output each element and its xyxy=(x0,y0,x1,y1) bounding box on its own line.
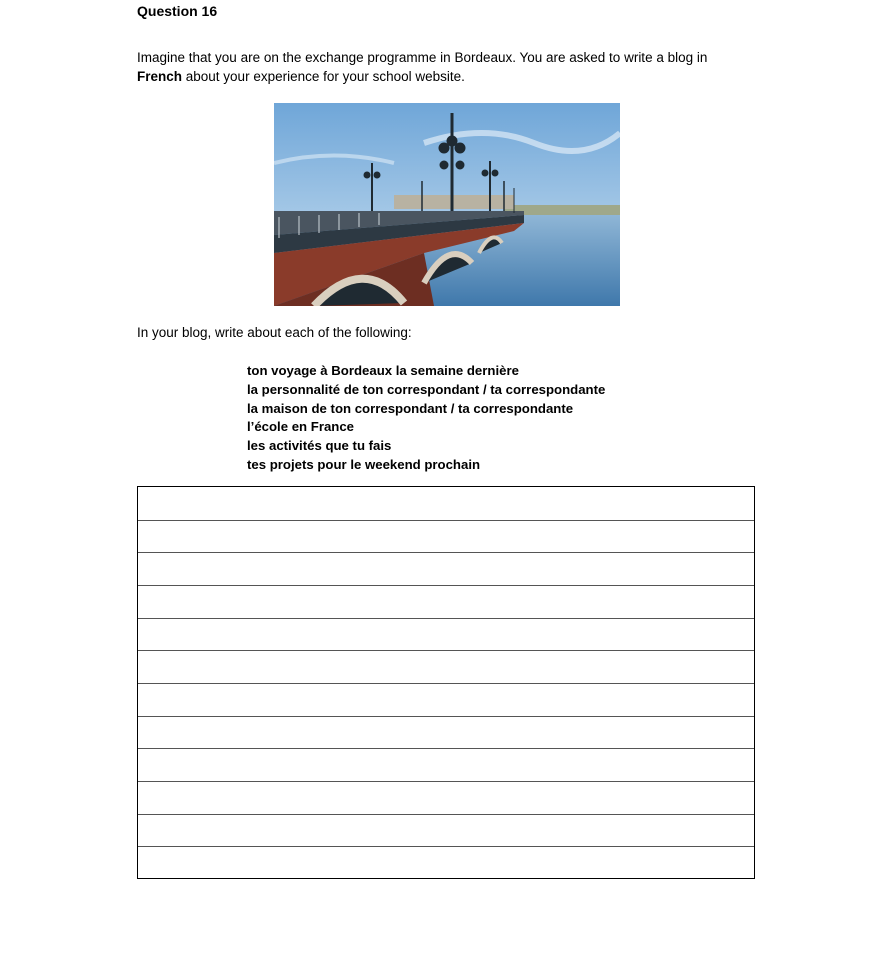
answer-line xyxy=(138,716,754,717)
answer-line xyxy=(138,846,754,847)
answer-line xyxy=(138,618,754,619)
intro-text-2: about your experience for your school website. xyxy=(182,69,465,84)
answer-line xyxy=(138,520,754,521)
task-list xyxy=(247,362,605,475)
bridge-photo xyxy=(274,103,620,306)
answer-line xyxy=(138,781,754,782)
list-item: la maison de ton correspondant / ta correspondante xyxy=(247,400,574,416)
answer-line xyxy=(138,585,754,586)
answer-line xyxy=(138,814,754,815)
list-item: ton voyage à Bordeaux la semaine dernière xyxy=(247,363,519,378)
answer-line xyxy=(138,748,754,749)
list-item: tes projets pour le weekend prochain xyxy=(247,456,481,472)
list-intro: In your blog, write about each of the following: xyxy=(137,325,412,340)
question-title: Question 16 xyxy=(137,3,218,19)
list-item: la personnalité de ton correspondant / ta correspondante xyxy=(247,381,606,397)
answer-line xyxy=(138,552,754,553)
intro-text-1: Imagine that you are on the exchange programme in Bordeaux. You are asked to write a blog in xyxy=(137,50,708,65)
list-item: les activités que tu fais xyxy=(247,438,392,454)
list-item: l’école en France xyxy=(247,419,355,435)
question-instructions xyxy=(137,48,777,86)
answer-line xyxy=(138,650,754,651)
answer-line xyxy=(138,683,754,684)
answer-area[interactable] xyxy=(137,486,755,879)
intro-bold-word: French xyxy=(137,69,183,84)
